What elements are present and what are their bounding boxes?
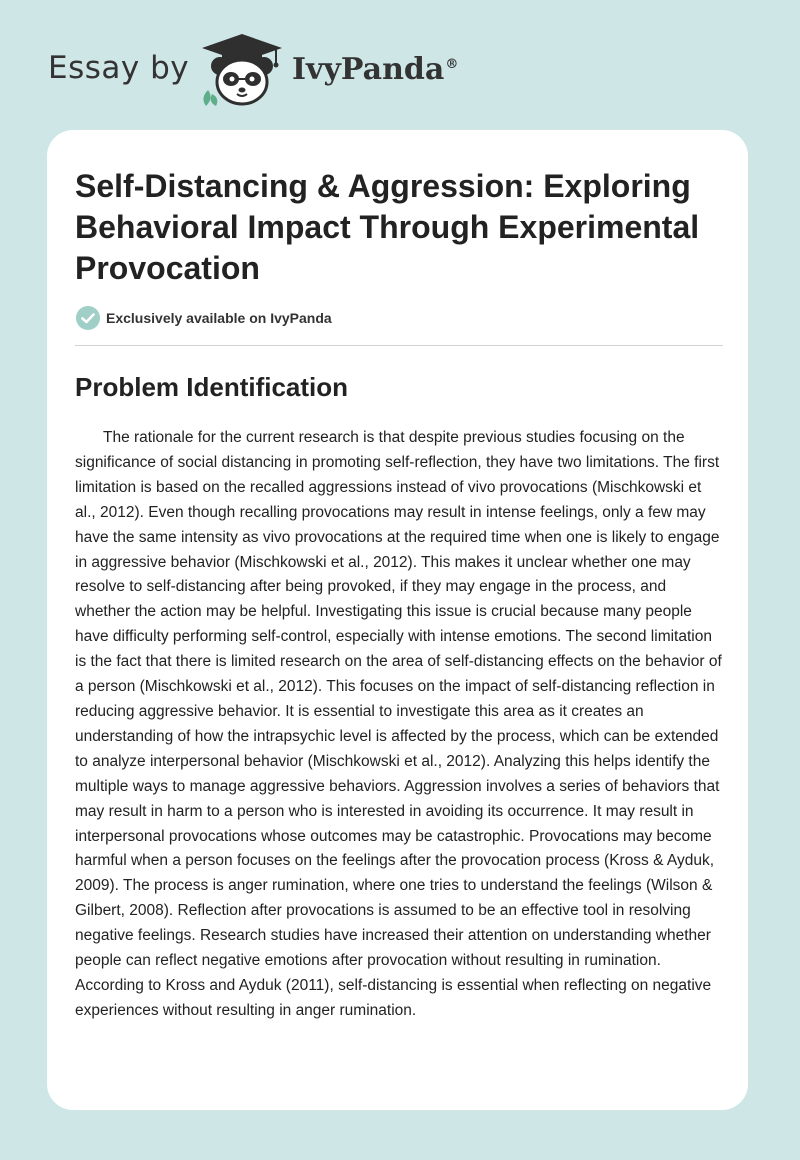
divider	[75, 345, 723, 346]
exclusive-label: Exclusively available on IvyPanda	[106, 310, 332, 326]
brand-name[interactable]: IvyPanda®	[292, 52, 459, 87]
site-header	[0, 0, 800, 130]
exclusive-badge	[75, 304, 332, 332]
body-paragraph: The rationale for the current research is that despite previous studies focusing on the significance of social distancing in promoting self-reflection, they have two limitations. The first limitation is based on the recalled aggressions instead of vivo provocations (Mischkowski et al., 2012). Even though recalling provocations may result in intense feelings, only a few may have the same intensity as vivo provocations at the required time when one is likely to engage in aggressive behavior (Mischkowski et al., 2012). This makes it unclear whether one may resolve to self-distancing after being provoked, if they may engage in the process, and whether the action may be helpful. Investigating this issue is crucial because many people have difficulty performing self-control, especially with intense emotions. The second limitation is the fact that there is limited research on the area of self-distancing effects on the behavior of a person (Mischkowski et al., 2012). This focuses on the impact of self-distancing reflection in reducing aggressive behavior. It is essential to investigate this area as it creates an understanding of how the intrapsychic level is affected by the process, which can be extended to analyze interpersonal behavior (Mischkowski et al., 2012). Analyzing this helps identify the multiple ways to manage aggressive behaviors. Aggression involves a series of behaviors that may result in harm to a person who is interested in avoiding its occurrence. It may result in interpersonal provocations whose outcomes may be catastrophic. Provocations may become harmful when a person focuses on the feelings after the provocation process (Kross & Ayduk, 2009). The process is anger rumination, where one tries to understand the feelings (Wilson & Gilbert, 2008). Reflection after provocations is assumed to be an effective tool in resolving negative feelings. Research studies have increased their attention on understanding whether people can reflect negative emotions after provocation without resulting in rumination. According to Kross and Ayduk (2011), self-distancing is essential when reflecting on negative experiences without resulting in anger rumination.	[75, 429, 722, 1019]
brand-prefix: Essay by	[48, 50, 190, 86]
panda-graduate-icon[interactable]	[196, 32, 288, 108]
trademark-symbol: ®	[445, 57, 459, 72]
article-card	[47, 130, 748, 1110]
check-circle-icon	[75, 305, 101, 331]
section-heading: Problem Identification	[75, 372, 349, 402]
page-title: Self-Distancing & Aggression: Exploring Behavioral Impact Through Experimental Provocation	[75, 168, 700, 286]
